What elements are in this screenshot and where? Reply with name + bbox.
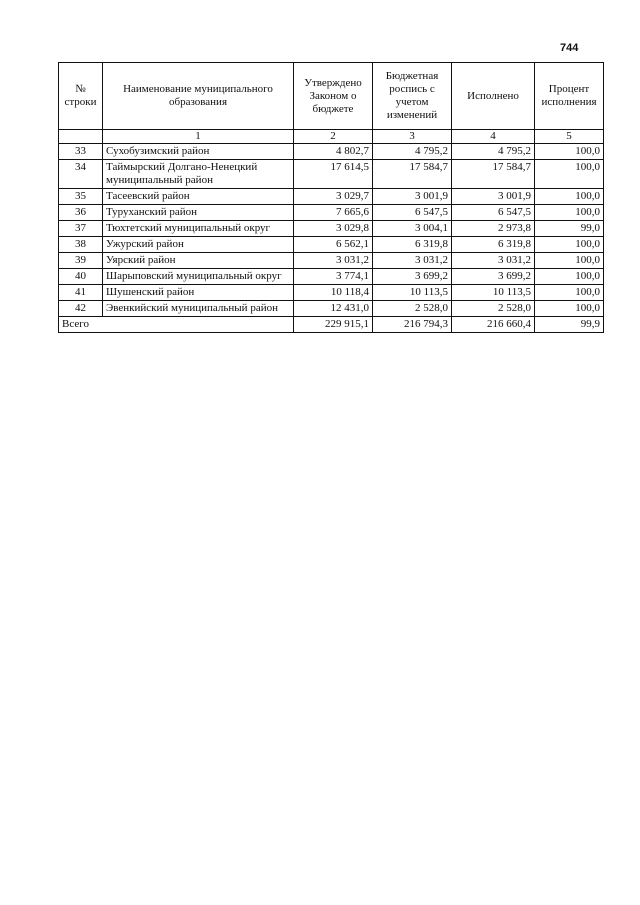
execution-percent: 100,0 [535, 144, 604, 160]
executed-amount: 3 699,2 [452, 269, 535, 285]
header-executed: Исполнено [452, 63, 535, 130]
table-row [59, 189, 604, 205]
table-row [59, 269, 604, 285]
municipality-name: Ужурский район [103, 237, 294, 253]
page-number: 744 [560, 42, 579, 54]
executed-amount: 2 973,8 [452, 221, 535, 237]
header-budget-schedule: Бюджетная роспись с учетом изменений [373, 63, 452, 130]
budget-execution-table [58, 62, 604, 333]
budget-amount: 3 001,9 [373, 189, 452, 205]
total-execution-percent: 99,9 [535, 317, 604, 333]
row-number: 34 [59, 160, 103, 189]
approved-amount: 3 029,7 [294, 189, 373, 205]
table-row [59, 253, 604, 269]
executed-amount: 6 319,8 [452, 237, 535, 253]
header-approved-by-law: Утверждено Законом о бюджете [294, 63, 373, 130]
row-number: 41 [59, 285, 103, 301]
approved-amount: 17 614,5 [294, 160, 373, 189]
executed-amount: 10 113,5 [452, 285, 535, 301]
budget-amount: 6 547,5 [373, 205, 452, 221]
municipality-name: Уярский район [103, 253, 294, 269]
municipality-name: Туруханский район [103, 205, 294, 221]
table-row [59, 205, 604, 221]
execution-percent: 100,0 [535, 253, 604, 269]
table-row [59, 160, 604, 189]
approved-amount: 7 665,6 [294, 205, 373, 221]
total-budget-amount: 216 794,3 [373, 317, 452, 333]
column-number: 5 [535, 130, 604, 144]
municipality-name: Тасеевский район [103, 189, 294, 205]
approved-amount: 3 031,2 [294, 253, 373, 269]
municipality-name: Таймырский Долгано-Ненецкий муниципальный район [103, 160, 294, 189]
executed-amount: 3 001,9 [452, 189, 535, 205]
table-header-row [59, 63, 604, 130]
budget-amount: 10 113,5 [373, 285, 452, 301]
row-number: 35 [59, 189, 103, 205]
executed-amount: 17 584,7 [452, 160, 535, 189]
row-number: 33 [59, 144, 103, 160]
execution-percent: 100,0 [535, 237, 604, 253]
table-row [59, 144, 604, 160]
column-number-row [59, 130, 604, 144]
municipality-name: Шарыповский муниципальный округ [103, 269, 294, 285]
execution-percent: 100,0 [535, 189, 604, 205]
header-execution-percent: Процент исполнения [535, 63, 604, 130]
execution-percent: 100,0 [535, 285, 604, 301]
executed-amount: 6 547,5 [452, 205, 535, 221]
column-number [59, 130, 103, 144]
budget-amount: 3 004,1 [373, 221, 452, 237]
table-row [59, 285, 604, 301]
approved-amount: 10 118,4 [294, 285, 373, 301]
row-number: 37 [59, 221, 103, 237]
municipality-name: Тюхтетский муниципальный округ [103, 221, 294, 237]
column-number: 1 [103, 130, 294, 144]
total-executed-amount: 216 660,4 [452, 317, 535, 333]
budget-amount: 17 584,7 [373, 160, 452, 189]
municipality-name: Шушенский район [103, 285, 294, 301]
municipality-name: Эвенкийский муниципальный район [103, 301, 294, 317]
executed-amount: 2 528,0 [452, 301, 535, 317]
total-approved-amount: 229 915,1 [294, 317, 373, 333]
table-row [59, 221, 604, 237]
header-municipality-name: Наименование муниципального образования [103, 63, 294, 130]
budget-amount: 6 319,8 [373, 237, 452, 253]
executed-amount: 3 031,2 [452, 253, 535, 269]
approved-amount: 4 802,7 [294, 144, 373, 160]
column-number: 3 [373, 130, 452, 144]
column-number: 4 [452, 130, 535, 144]
row-number: 40 [59, 269, 103, 285]
table-row [59, 301, 604, 317]
total-row [59, 317, 604, 333]
table-row [59, 237, 604, 253]
execution-percent: 100,0 [535, 301, 604, 317]
approved-amount: 6 562,1 [294, 237, 373, 253]
approved-amount: 3 774,1 [294, 269, 373, 285]
column-number: 2 [294, 130, 373, 144]
total-label: Всего [59, 317, 294, 333]
row-number: 36 [59, 205, 103, 221]
budget-amount: 3 699,2 [373, 269, 452, 285]
budget-amount: 4 795,2 [373, 144, 452, 160]
budget-amount: 2 528,0 [373, 301, 452, 317]
execution-percent: 100,0 [535, 160, 604, 189]
row-number: 42 [59, 301, 103, 317]
execution-percent: 99,0 [535, 221, 604, 237]
budget-amount: 3 031,2 [373, 253, 452, 269]
row-number: 39 [59, 253, 103, 269]
executed-amount: 4 795,2 [452, 144, 535, 160]
approved-amount: 12 431,0 [294, 301, 373, 317]
municipality-name: Сухобузимский район [103, 144, 294, 160]
approved-amount: 3 029,8 [294, 221, 373, 237]
row-number: 38 [59, 237, 103, 253]
header-row-number: № строки [59, 63, 103, 130]
execution-percent: 100,0 [535, 205, 604, 221]
execution-percent: 100,0 [535, 269, 604, 285]
